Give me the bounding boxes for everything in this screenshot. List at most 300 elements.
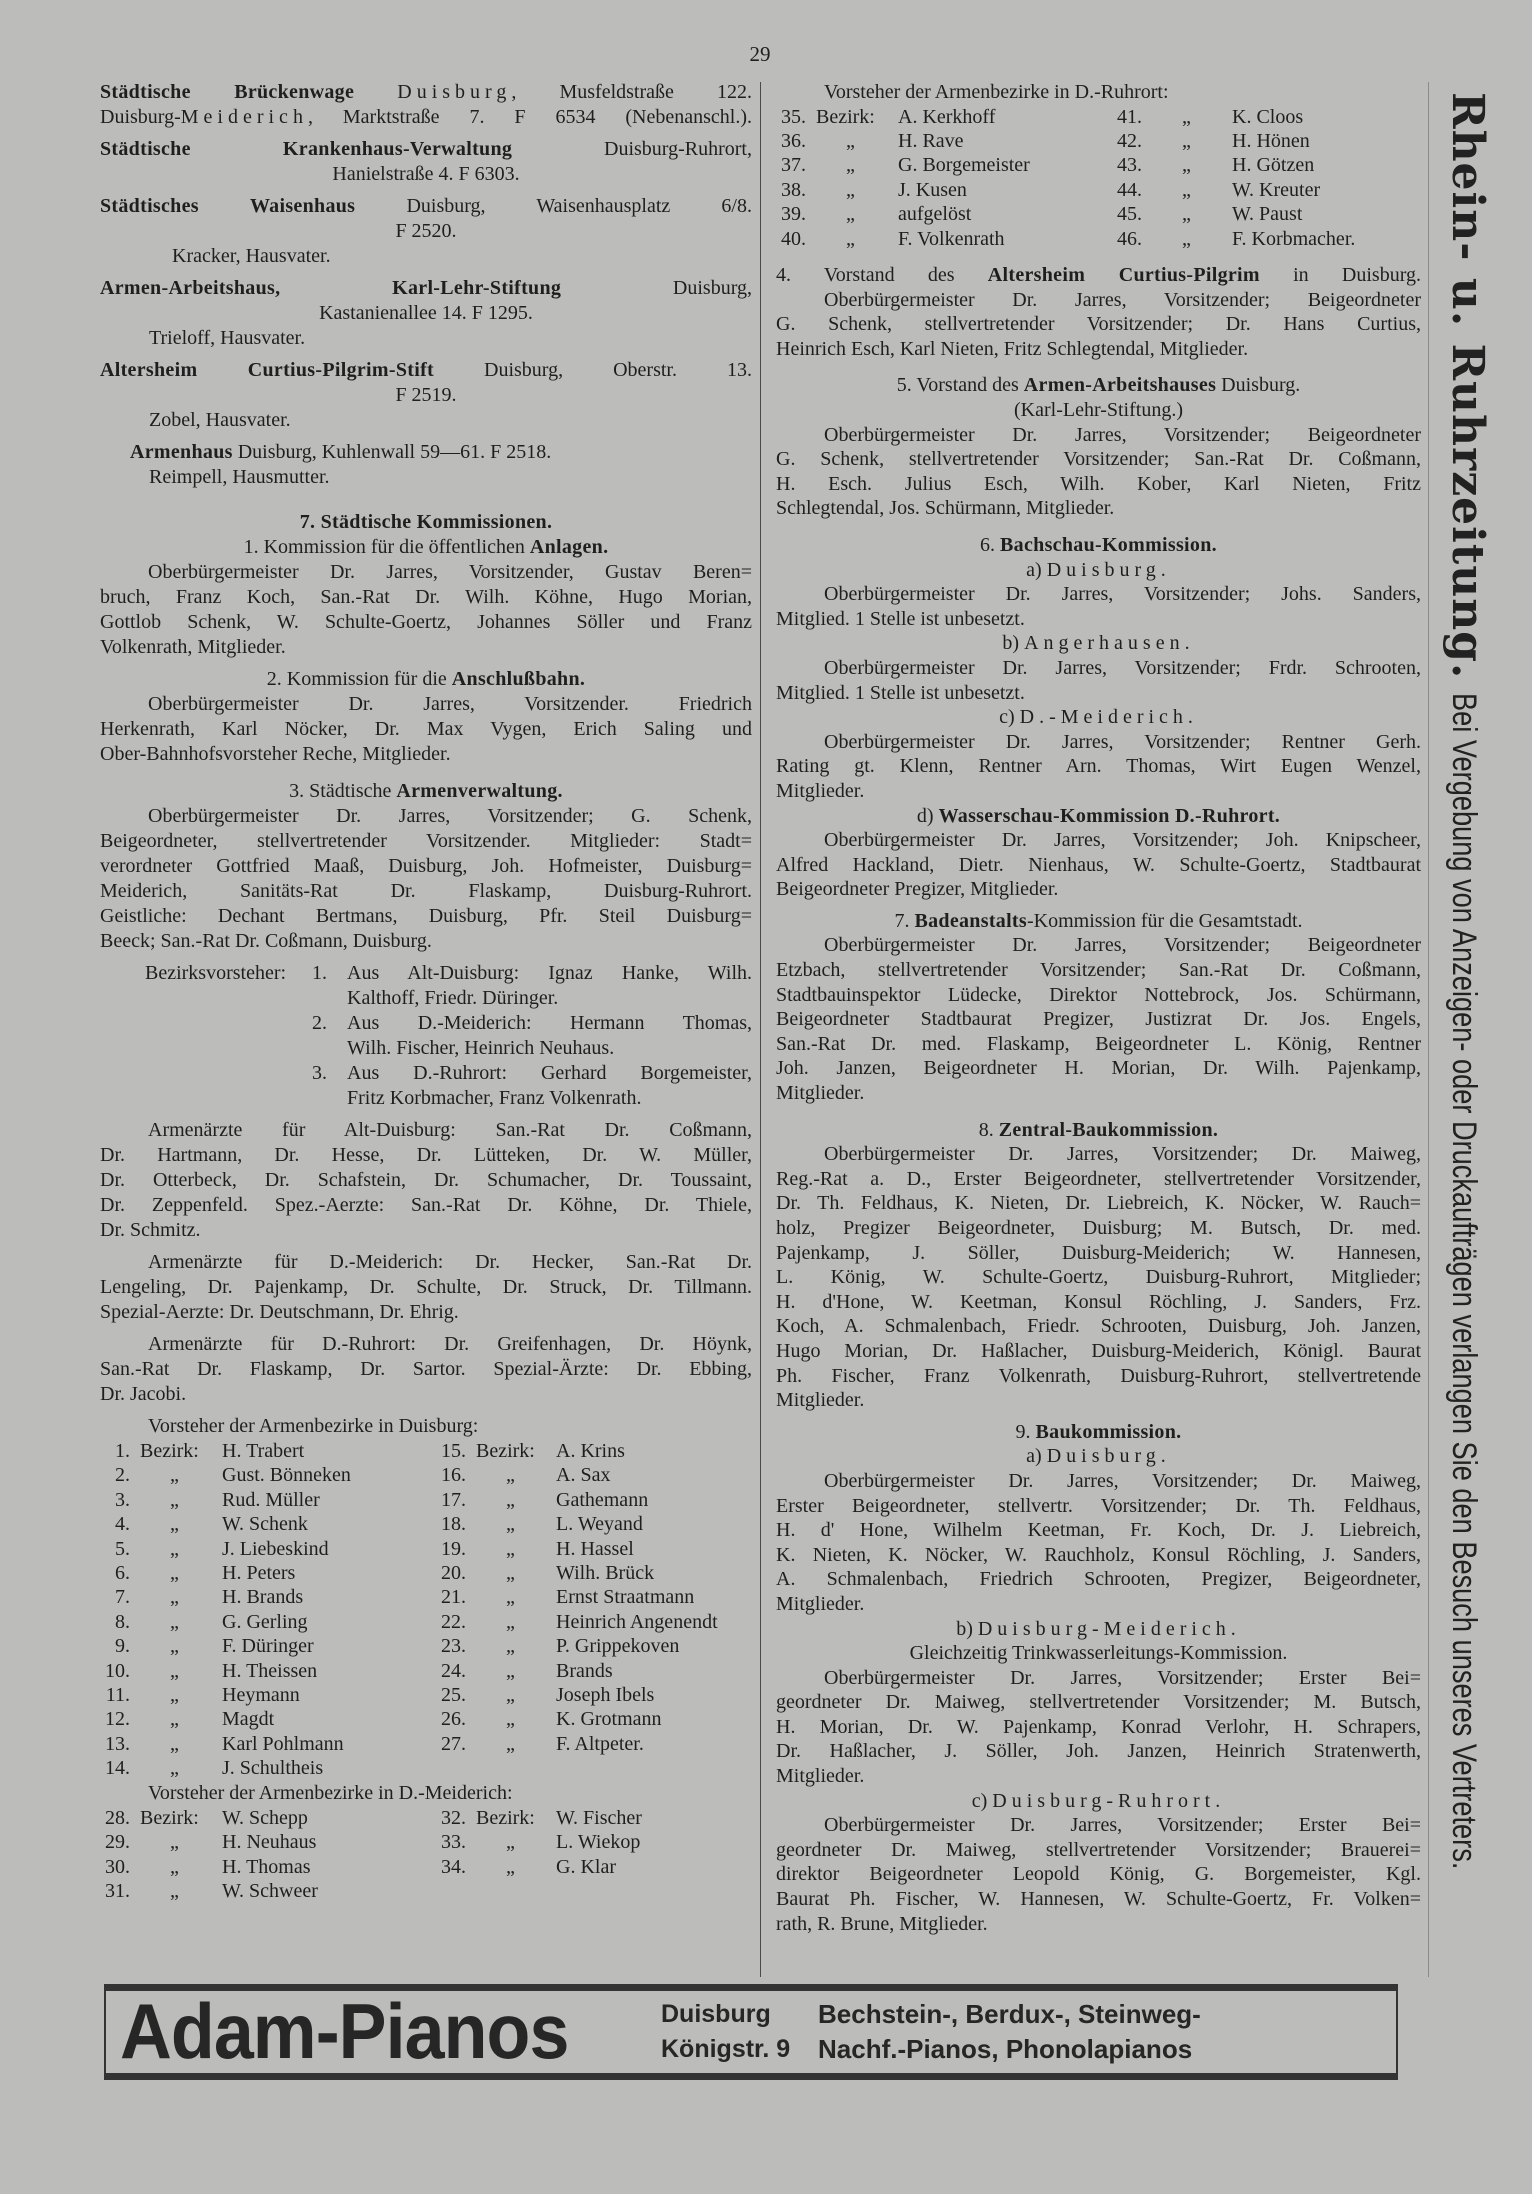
text-line [100, 244, 752, 269]
text-line [776, 754, 1421, 779]
text-span: Fritz Korbmacher, Franz Volkenrath. [347, 1087, 642, 1109]
district-label: „ [170, 1855, 179, 1878]
text-line [776, 1862, 1421, 1887]
text-block [776, 1420, 1421, 1936]
district-label: „ [506, 1488, 515, 1511]
district-head-name: G. Klar [556, 1855, 616, 1878]
district-label: „ [170, 1488, 179, 1511]
text-span: 9. [1015, 1420, 1036, 1443]
text-span: Schlegtendal, Jos. Schürmann, Mitglieder. [776, 497, 1115, 520]
text-line [776, 1641, 1421, 1666]
spaced-name: Duisburg-Meiderich. [977, 1617, 1241, 1640]
text-line [100, 137, 752, 162]
text-span: Oberbürgermeister Dr. Jarres, Vorsitzender; Erster Bei= [824, 1666, 1421, 1689]
district-label: „ [1182, 178, 1191, 201]
text-span: Beigeordneter Pregizer, Mitglieder. [776, 878, 1059, 901]
bold-name: Anlagen. [529, 536, 609, 558]
district-number: 4. [115, 1513, 130, 1536]
bold-name: Zentral-Baukommission. [998, 1118, 1219, 1141]
bold-name: Badeanstalts [914, 909, 1027, 932]
text-span: 3. Städtische [289, 780, 397, 802]
text-span: Baurat Ph. Fischer, W. Hannesen, W. Schulte-Goertz, Fr. Volken= [776, 1888, 1421, 1911]
text-span: Volkenrath, Mitglieder. [100, 636, 286, 658]
text-line [776, 1715, 1421, 1740]
district-label: „ [170, 1610, 179, 1633]
text-span: Ober-Bahnhofsvorsteher Reche, Mitglieder. [100, 743, 451, 765]
text-line [776, 1056, 1421, 1081]
text-block [776, 263, 1421, 361]
row-label: Bezirksvorsteher: [145, 962, 287, 984]
text-line [776, 496, 1421, 521]
district-head-name: F. Düringer [222, 1635, 314, 1658]
ad-brand-name: Adam-Pianos [120, 1987, 569, 2075]
district-number: 19. [441, 1537, 466, 1560]
table-row [776, 105, 1421, 129]
text-span: H. Esch. Julius Esch, Wilh. Kober, Karl Nieten, Fritz [776, 472, 1421, 495]
column-divider [760, 82, 761, 1977]
text-line [100, 301, 752, 326]
district-head-name: aufgelöst [898, 203, 972, 226]
row-number: 3. [312, 1062, 327, 1084]
text-span: Kalthoff, Friedr. Düringer. [347, 987, 559, 1009]
text-span: Duisburg-Ruhrort, [512, 138, 752, 160]
district-head-name: F. Altpeter. [556, 1732, 644, 1755]
district-number: 8. [115, 1610, 130, 1633]
district-table [100, 1439, 752, 1781]
text-span: Oberbürgermeister Dr. Jarres, Vorsitzender; Dr. Maiweg, [824, 1143, 1421, 1166]
district-number: 32. [441, 1806, 466, 1829]
district-head-name: P. Grippekoven [556, 1635, 680, 1658]
text-line [100, 1193, 752, 1218]
district-number: 14. [105, 1757, 130, 1780]
text-span: Erster Beigeordneter, stellvertr. Vorsitzender; Dr. Th. Feldhaus, [776, 1494, 1421, 1517]
table-row [100, 1634, 752, 1658]
text-line [776, 1739, 1421, 1764]
district-head-name: A. Sax [556, 1464, 611, 1487]
text-span: Duisburg, Waisenhausplatz 6/8. [355, 195, 752, 217]
table-row [100, 1585, 752, 1609]
district-label: „ [506, 1635, 515, 1658]
text-line [776, 1838, 1421, 1863]
text-span: Mitglied. 1 Stelle ist unbesetzt. [776, 681, 1025, 704]
district-label: „ [506, 1562, 515, 1585]
text-span: 5. Vorstand des [896, 374, 1024, 397]
text-line [776, 828, 1421, 853]
text-line [776, 909, 1421, 934]
text-span: geordneter Dr. Maiweg, stellvertretender Vorsitzender; Brauerei= [776, 1838, 1421, 1861]
text-line [100, 1382, 752, 1407]
text-span: 8. [978, 1118, 999, 1141]
district-label: „ [170, 1586, 179, 1609]
district-label: „ [846, 178, 855, 201]
text-line [100, 742, 752, 767]
bold-name: Karl-Lehr-Stiftung [392, 277, 562, 299]
table-row [776, 178, 1421, 202]
district-label: Bezirk: [140, 1806, 199, 1829]
district-head-name: W. Kreuter [1232, 178, 1321, 201]
text-span: Oberbürgermeister Dr. Jarres, Vorsitzender; G. Schenk, [148, 805, 752, 827]
district-number: 7. [115, 1586, 130, 1609]
text-line [776, 958, 1421, 983]
table-row [100, 1855, 752, 1879]
district-head-name: H. Hassel [556, 1537, 634, 1560]
text-span: Alfred Hackland, Dietr. Nienhaus, W. Schulte-Goertz, Stadtbaurat [776, 853, 1421, 876]
table-row [100, 1756, 752, 1780]
district-number: 42. [1117, 130, 1142, 152]
district-head-name [556, 1879, 752, 1903]
table-row [776, 129, 1421, 153]
district-head-name: W. Schepp [222, 1806, 308, 1829]
text-span: H. d'Hone, W. Keetman, Konsul Röchling, J. Sanders, Frz. [776, 1290, 1421, 1313]
text-span: Mitglieder. [776, 1592, 865, 1615]
text-span: Dr. Schmitz. [100, 1219, 201, 1241]
text-span: 2. Kommission für die [266, 668, 452, 690]
text-line [776, 312, 1421, 337]
district-label: „ [170, 1684, 179, 1707]
text-line [100, 635, 752, 660]
text-span: H. d' Hone, Wilhelm Keetman, Fr. Koch, Dr. J. Liebreich, [776, 1519, 1421, 1542]
text-line [776, 1339, 1421, 1364]
text-span: Vorsteher der Armenbezirke in D.-Meiderich: [148, 1781, 513, 1804]
table-row [100, 1659, 752, 1683]
text-line [776, 1592, 1421, 1617]
bold-name: Baukommission. [1035, 1420, 1182, 1443]
text-line [100, 1332, 752, 1357]
table-row [100, 1707, 752, 1731]
district-head-name: H. Thomas [222, 1855, 311, 1878]
district-label: „ [506, 1855, 515, 1878]
text-line [776, 558, 1421, 583]
bold-name: 7. Städtische Kommissionen. [299, 511, 553, 533]
text-block [100, 137, 752, 187]
text-line [100, 80, 752, 105]
district-label: „ [506, 1610, 515, 1633]
district-head-name: K. Cloos [1232, 105, 1304, 128]
text-line [100, 904, 752, 929]
text-line [100, 408, 752, 433]
text-line [776, 1518, 1421, 1543]
text-span: Oberbürgermeister Dr. Jarres, Vorsitzender; Erster Bei= [824, 1814, 1421, 1837]
text-span: Lengeling, Dr. Pajenkamp, Dr. Schulte, Dr. Struck, Dr. Tillmann. [100, 1276, 752, 1298]
text-line [776, 1081, 1421, 1106]
text-line [100, 276, 752, 301]
text-line [776, 1216, 1421, 1241]
district-number: 16. [441, 1464, 466, 1487]
text-span: Herkenrath, Karl Nöcker, Dr. Max Vygen, Erich Saling und [100, 718, 752, 740]
text-span: Oberbürgermeister Dr. Jarres, Vorsitzender; Dr. Maiweg, [824, 1469, 1421, 1492]
district-label: „ [506, 1586, 515, 1609]
text-block [100, 1118, 752, 1243]
text-span: Oberbürgermeister Dr. Jarres, Vorsitzender, Gustav Beren= [148, 561, 752, 583]
text-span: Mitglied. 1 Stelle ist unbesetzt. [776, 607, 1025, 630]
table-row [100, 1512, 752, 1536]
advertisement-adam-pianos [104, 1984, 1398, 2080]
district-number: 18. [441, 1513, 466, 1536]
spaced-name: Duisburg [397, 81, 512, 103]
district-number: 15. [441, 1440, 466, 1462]
text-span: Beeck; San.-Rat Dr. Coßmann, Duisburg. [100, 930, 432, 952]
district-number: 9. [115, 1635, 130, 1658]
text-line [776, 1420, 1421, 1445]
text-span: Meiderich, Sanitäts-Rat Dr. Flaskamp, Duisburg-Ruhrort. [100, 880, 752, 902]
text-line [776, 1887, 1421, 1912]
district-head-name: A. Krins [556, 1440, 625, 1462]
district-number: 21. [441, 1586, 466, 1609]
text-line [776, 373, 1421, 398]
district-label: Bezirk: [476, 1806, 535, 1829]
text-span: Pajenkamp, J. Söller, Duisburg-Meiderich; W. Hannesen, [776, 1241, 1421, 1264]
text-span: H. Morian, Dr. W. Pajenkamp, Konrad Verlohr, H. Schrapers, [776, 1715, 1421, 1738]
text-span: Oberbürgermeister Dr. Jarres, Vorsitzender; Frdr. Schrooten, [824, 656, 1421, 679]
district-head-name: Heinrich Angenendt [556, 1610, 718, 1633]
ad-products-line-2: Nachf.-Pianos, Phonolapianos [818, 2034, 1193, 2064]
district-head-name: Karl Pohlmann [222, 1732, 344, 1755]
text-line [776, 877, 1421, 902]
text-span: Etzbach, stellvertretender Vorsitzender; San.-Rat Dr. Coßmann, [776, 959, 1421, 982]
row-number: 2. [312, 1012, 327, 1034]
district-number: 24. [441, 1659, 466, 1682]
district-head-name: Magdt [222, 1708, 275, 1731]
text-span: Vorsteher der Armenbezirke in D.-Ruhrort: [824, 81, 1169, 103]
text-line [776, 1567, 1421, 1592]
text-span: K. Nieten, K. Nöcker, W. Rauchholz, Konsul Röchling, J. Sanders, [776, 1543, 1421, 1566]
district-head-name: F. Volkenrath [898, 227, 1005, 250]
district-head-name: G. Gerling [222, 1610, 308, 1633]
text-span: (Karl-Lehr-Stiftung.) [1014, 399, 1183, 421]
district-head-name: H. Rave [898, 130, 964, 152]
district-label: „ [506, 1513, 515, 1536]
district-label: „ [506, 1831, 515, 1854]
text-span: Armenärzte für D.-Meiderich: Dr. Hecker, San.-Rat Dr. [148, 1251, 752, 1273]
text-span: G. Schenk, stellvertretender Vorsitzender; Dr. Hans Curtius, [776, 313, 1421, 336]
text-line [776, 1912, 1421, 1937]
text-span: Koch, A. Schmalenbach, Friedr. Schrooten, Duisburg, Joh. Janzen, [776, 1315, 1421, 1338]
text-span: geordneter Dr. Maiweg, stellvertretender Vorsitzender; M. Butsch, [776, 1691, 1421, 1714]
text-line [100, 1357, 752, 1382]
text-span: bruch, Franz Koch, San.-Rat Dr. Wilh. Köhne, Hugo Morian, [100, 586, 752, 608]
district-number: 39. [781, 203, 806, 226]
text-line [100, 105, 752, 130]
district-number: 45. [1117, 203, 1142, 226]
text-line [100, 1250, 752, 1275]
text-line [100, 1414, 752, 1439]
text-span [280, 277, 392, 299]
district-head-name: H. Trabert [222, 1440, 305, 1462]
text-span: Stadtbauinspektor Lüdecke, Direktor Nottebrock, Jos. Schürmann, [776, 983, 1421, 1006]
text-span: 1. Kommission für die öffentlichen [243, 536, 530, 558]
text-line [776, 1032, 1421, 1057]
text-span: holz, Pregizer Beigeordneter, Duisburg; M. Butsch, Dr. med. [776, 1217, 1421, 1239]
text-block [100, 1250, 752, 1325]
text-span: Duisburg- [100, 106, 181, 128]
district-number: 6. [115, 1562, 130, 1585]
banner-title: Rhein- u. Ruhrzeitung. [1442, 92, 1493, 680]
text-span: Ph. Fischer, Franz Volkenrath, Duisburg-Ruhrort, stellvertretende [776, 1364, 1421, 1387]
district-head-name: W. Schweer [222, 1879, 318, 1902]
text-line [100, 585, 752, 610]
district-number: 22. [441, 1610, 466, 1633]
text-span: San.-Rat Dr. med. Flaskamp, Beigeordneter L. König, Rentner [776, 1032, 1421, 1055]
district-head-name: L. Weyand [556, 1513, 643, 1536]
ad-products-line-1: Bechstein-, Berdux-, Steinweg- [818, 1999, 1201, 2029]
text-line [776, 1764, 1421, 1789]
district-number: 23. [441, 1635, 466, 1658]
text-line [776, 288, 1421, 313]
text-span: -Kommission für die Gesamtstadt. [1026, 909, 1303, 932]
text-line [100, 560, 752, 585]
district-head-name: H. Hönen [1232, 130, 1310, 152]
text-span: Dr. Haßlacher, J. Söller, Joh. Janzen, Heinrich Stratenwerth, [776, 1740, 1421, 1763]
text-span: in Duisburg. [1259, 264, 1421, 287]
district-head-name: Gust. Bönneken [222, 1464, 351, 1487]
district-number: 26. [441, 1708, 466, 1731]
district-label: „ [506, 1732, 515, 1755]
text-line [776, 1469, 1421, 1494]
text-line [776, 337, 1421, 362]
table-row [776, 153, 1421, 177]
text-block [100, 510, 752, 660]
text-line [100, 1011, 752, 1036]
district-label: „ [170, 1513, 179, 1536]
district-label: „ [506, 1708, 515, 1731]
district-number: 36. [781, 130, 806, 152]
district-number: 46. [1117, 227, 1142, 250]
district-label [466, 1756, 556, 1780]
text-line [776, 607, 1421, 632]
district-label: „ [506, 1659, 515, 1682]
district-table [100, 1806, 752, 1904]
text-span: Oberbürgermeister Dr. Jarres, Vorsitzender; Johs. Sanders, [824, 583, 1421, 606]
text-line [100, 465, 752, 490]
text-line [776, 705, 1421, 730]
district-head-name: Brands [556, 1659, 613, 1682]
text-span: Beigeordneter Stadtbaurat Pregizer, Justizrat Dr. Jos. Engels, [776, 1008, 1421, 1031]
text-line [776, 983, 1421, 1008]
text-span: Mitglieder. [776, 779, 865, 802]
text-span: Dr. Hartmann, Dr. Hesse, Dr. Lütteken, Dr. W. Müller, [100, 1144, 752, 1166]
bold-name: Armen-Arbeitshauses [1023, 374, 1217, 397]
spaced-name: Meiderich [180, 106, 308, 128]
text-span: Hanielstraße 4. F 6303. [332, 163, 520, 185]
text-span: Duisburg, Oberstr. 13. [434, 359, 752, 381]
text-line [100, 779, 752, 804]
text-span: L. König, W. Schulte-Goertz, Duisburg-Ruhrort, Mitglieder; [776, 1266, 1421, 1289]
text-line [776, 1444, 1421, 1469]
text-line [776, 398, 1421, 423]
text-span: Reg.-Rat a. D., Erster Beigeordneter, stellvertretender Vorsitzender, [776, 1167, 1421, 1190]
text-span: Kracker, Hausvater. [172, 245, 331, 267]
district-number: 33. [441, 1831, 466, 1854]
district-head-name: J. Kusen [898, 178, 967, 201]
text-span: Spezial-Aerzte: Dr. Deutschmann, Dr. Ehrig. [100, 1301, 459, 1323]
text-span: Dr. Th. Feldhaus, K. Nieten, Dr. Liebreich, K. Nöcker, W. Rauch= [776, 1192, 1421, 1215]
text-line [776, 804, 1421, 829]
row-number: 1. [312, 962, 327, 984]
text-line [776, 1813, 1421, 1838]
text-span: Mitglieder. [776, 1389, 865, 1412]
text-line [100, 1036, 752, 1061]
text-span: a) [1026, 1445, 1047, 1468]
district-number: 27. [441, 1732, 466, 1755]
district-number: 17. [441, 1488, 466, 1511]
district-number: 13. [105, 1732, 130, 1755]
text-span: Mitglieder. [776, 1765, 865, 1788]
text-line [100, 692, 752, 717]
bold-name: Städtische Brückenwage [100, 81, 355, 103]
text-span: c) [999, 706, 1020, 729]
text-block [776, 909, 1421, 1106]
table-row [100, 1879, 752, 1903]
district-number: 25. [441, 1684, 466, 1707]
district-number: 31. [105, 1879, 130, 1902]
district-head-name: H. Peters [222, 1562, 296, 1585]
text-line [776, 1314, 1421, 1339]
text-line [776, 1167, 1421, 1192]
text-line [776, 1388, 1421, 1413]
text-span: Mitglieder. [776, 1082, 865, 1105]
district-label: Bezirk: [140, 1440, 199, 1462]
district-label: „ [506, 1537, 515, 1560]
district-head-name: G. Borgemeister [898, 154, 1030, 177]
text-block [776, 373, 1421, 521]
district-head-name: Gathemann [556, 1488, 649, 1511]
text-span: F 2519. [395, 384, 457, 406]
text-span: Trieloff, Hausvater. [149, 327, 306, 349]
text-span: A. Schmalenbach, Friedrich Schrooten, Pregizer, Beigeordneter, [776, 1568, 1421, 1591]
text-block [100, 779, 752, 954]
district-number: 40. [781, 227, 806, 250]
district-head-name: J. Schultheis [222, 1757, 324, 1780]
district-label: „ [1182, 105, 1191, 128]
text-span: Oberbürgermeister Dr. Jarres, Vorsitzender; Beigeordneter [824, 423, 1421, 446]
district-label: „ [170, 1757, 179, 1780]
district-head-name: H. Brands [222, 1586, 304, 1609]
district-label: „ [1182, 130, 1191, 152]
text-line [100, 1300, 752, 1325]
text-block [100, 276, 752, 351]
spaced-name: D.-Meiderich. [1019, 706, 1198, 729]
text-block [100, 194, 752, 269]
text-line [776, 1007, 1421, 1032]
text-line [776, 730, 1421, 755]
table-row [100, 1561, 752, 1585]
district-label: „ [170, 1831, 179, 1854]
ad-street: Königstr. 9 [661, 2035, 791, 2063]
text-line [100, 879, 752, 904]
spaced-name: Duisburg. [1046, 1445, 1171, 1468]
district-number: 10. [105, 1659, 130, 1682]
district-number: 11. [105, 1684, 130, 1707]
text-span: d) [916, 804, 939, 827]
text-span: , Musfeldstraße 122. [511, 81, 752, 103]
text-line [776, 1191, 1421, 1216]
text-line [100, 610, 752, 635]
text-span: Rating gt. Klenn, Rentner Arn. Thomas, Wirt Eugen Wenzel, [776, 755, 1421, 778]
district-number [430, 1756, 466, 1780]
text-line [100, 804, 752, 829]
text-line [100, 162, 752, 187]
table-row [100, 1830, 752, 1854]
text-line [100, 1275, 752, 1300]
text-span: Oberbürgermeister Dr. Jarres, Vorsitzender; Rentner Gerh. [824, 730, 1421, 753]
text-line [776, 1690, 1421, 1715]
table-row [100, 1806, 752, 1830]
text-line [100, 510, 752, 535]
text-span: Kastanienallee 14. F 1295. [319, 302, 533, 324]
text-line [776, 1494, 1421, 1519]
text-line [776, 1142, 1421, 1167]
table-row [100, 1463, 752, 1487]
